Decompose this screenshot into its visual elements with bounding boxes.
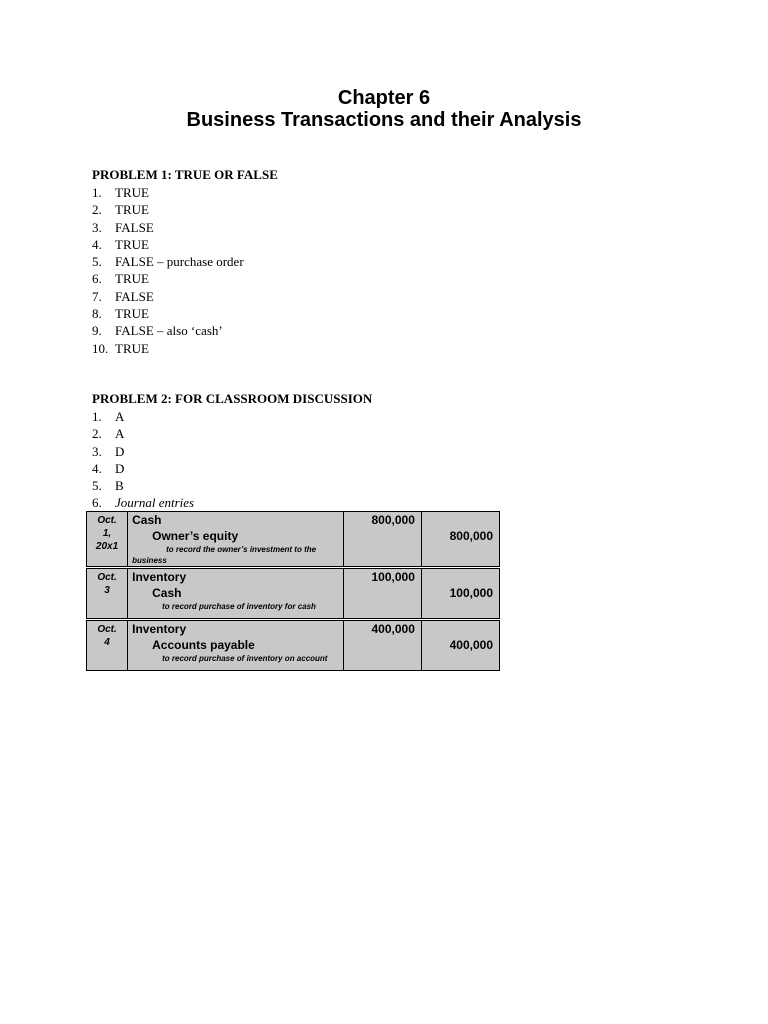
entry-date: Oct. 1, 20x1 [87,512,128,567]
list-item: 1. TRUE [92,185,149,200]
debit-amount: 400,000 [371,622,415,636]
list-item: 1. A [92,409,125,424]
list-item: 6. Journal entries [92,495,195,511]
entry-memo: to record purchase of inventory on account [162,654,328,663]
journal-entries-table [86,511,500,671]
chapter-subtitle: Business Transactions and their Analysis [186,109,582,131]
entry-memo: to record the owner’s investment to the business [132,545,317,565]
debit-amount: 100,000 [371,570,415,584]
list-item: 3. FALSE [92,219,154,235]
list-item: 2. TRUE [92,202,149,218]
debit-account: Inventory [132,570,187,584]
credit-account: Owner’s equity [152,529,239,543]
entry-accounts [128,621,344,671]
entry-date: Oct. 3 [87,569,128,619]
list-item: 3. D [92,443,125,459]
list-item: 9. FALSE – also ‘cash’ [92,323,223,339]
credit-amount: 400,000 [449,638,493,652]
entry-date: Oct. 4 [87,621,128,671]
entry-accounts [128,512,344,567]
credit-amount-cell [421,512,499,567]
credit-amount-cell [421,621,499,671]
list-item: 5. B [92,478,124,494]
credit-account: Accounts payable [152,638,255,652]
journal-entry-row [87,621,500,671]
debit-account: Cash [132,513,162,527]
chapter-title: Chapter 6 [337,87,431,109]
list-item: 10. TRUE [92,340,149,356]
journal-entry-row [87,512,500,567]
credit-amount: 800,000 [449,529,493,543]
problem2-heading: PROBLEM 2: FOR CLASSROOM DISCUSSION [92,391,373,406]
list-item: 4. D [92,460,125,476]
debit-account: Inventory [132,622,187,636]
list-item: 2. A [92,426,125,442]
list-item: 5. FALSE – purchase order [92,254,244,270]
list-item: 4. TRUE [92,236,149,252]
list-item: 8. TRUE [92,306,149,322]
debit-amount-cell [343,512,421,567]
credit-amount-cell [421,569,499,619]
journal-entry-row [87,569,500,619]
list-item: 6. TRUE [92,271,149,287]
credit-amount: 100,000 [449,586,493,600]
list-item: 7. FALSE [92,288,154,304]
entry-accounts [128,569,344,619]
credit-account: Cash [152,586,182,600]
debit-amount: 800,000 [371,513,415,527]
entry-memo: to record purchase of inventory for cash [162,602,316,611]
problem1-heading: PROBLEM 1: TRUE OR FALSE [92,167,278,182]
problem1-list [92,184,244,357]
debit-amount-cell [343,621,421,671]
problem2-list [92,408,194,512]
debit-amount-cell [343,569,421,619]
